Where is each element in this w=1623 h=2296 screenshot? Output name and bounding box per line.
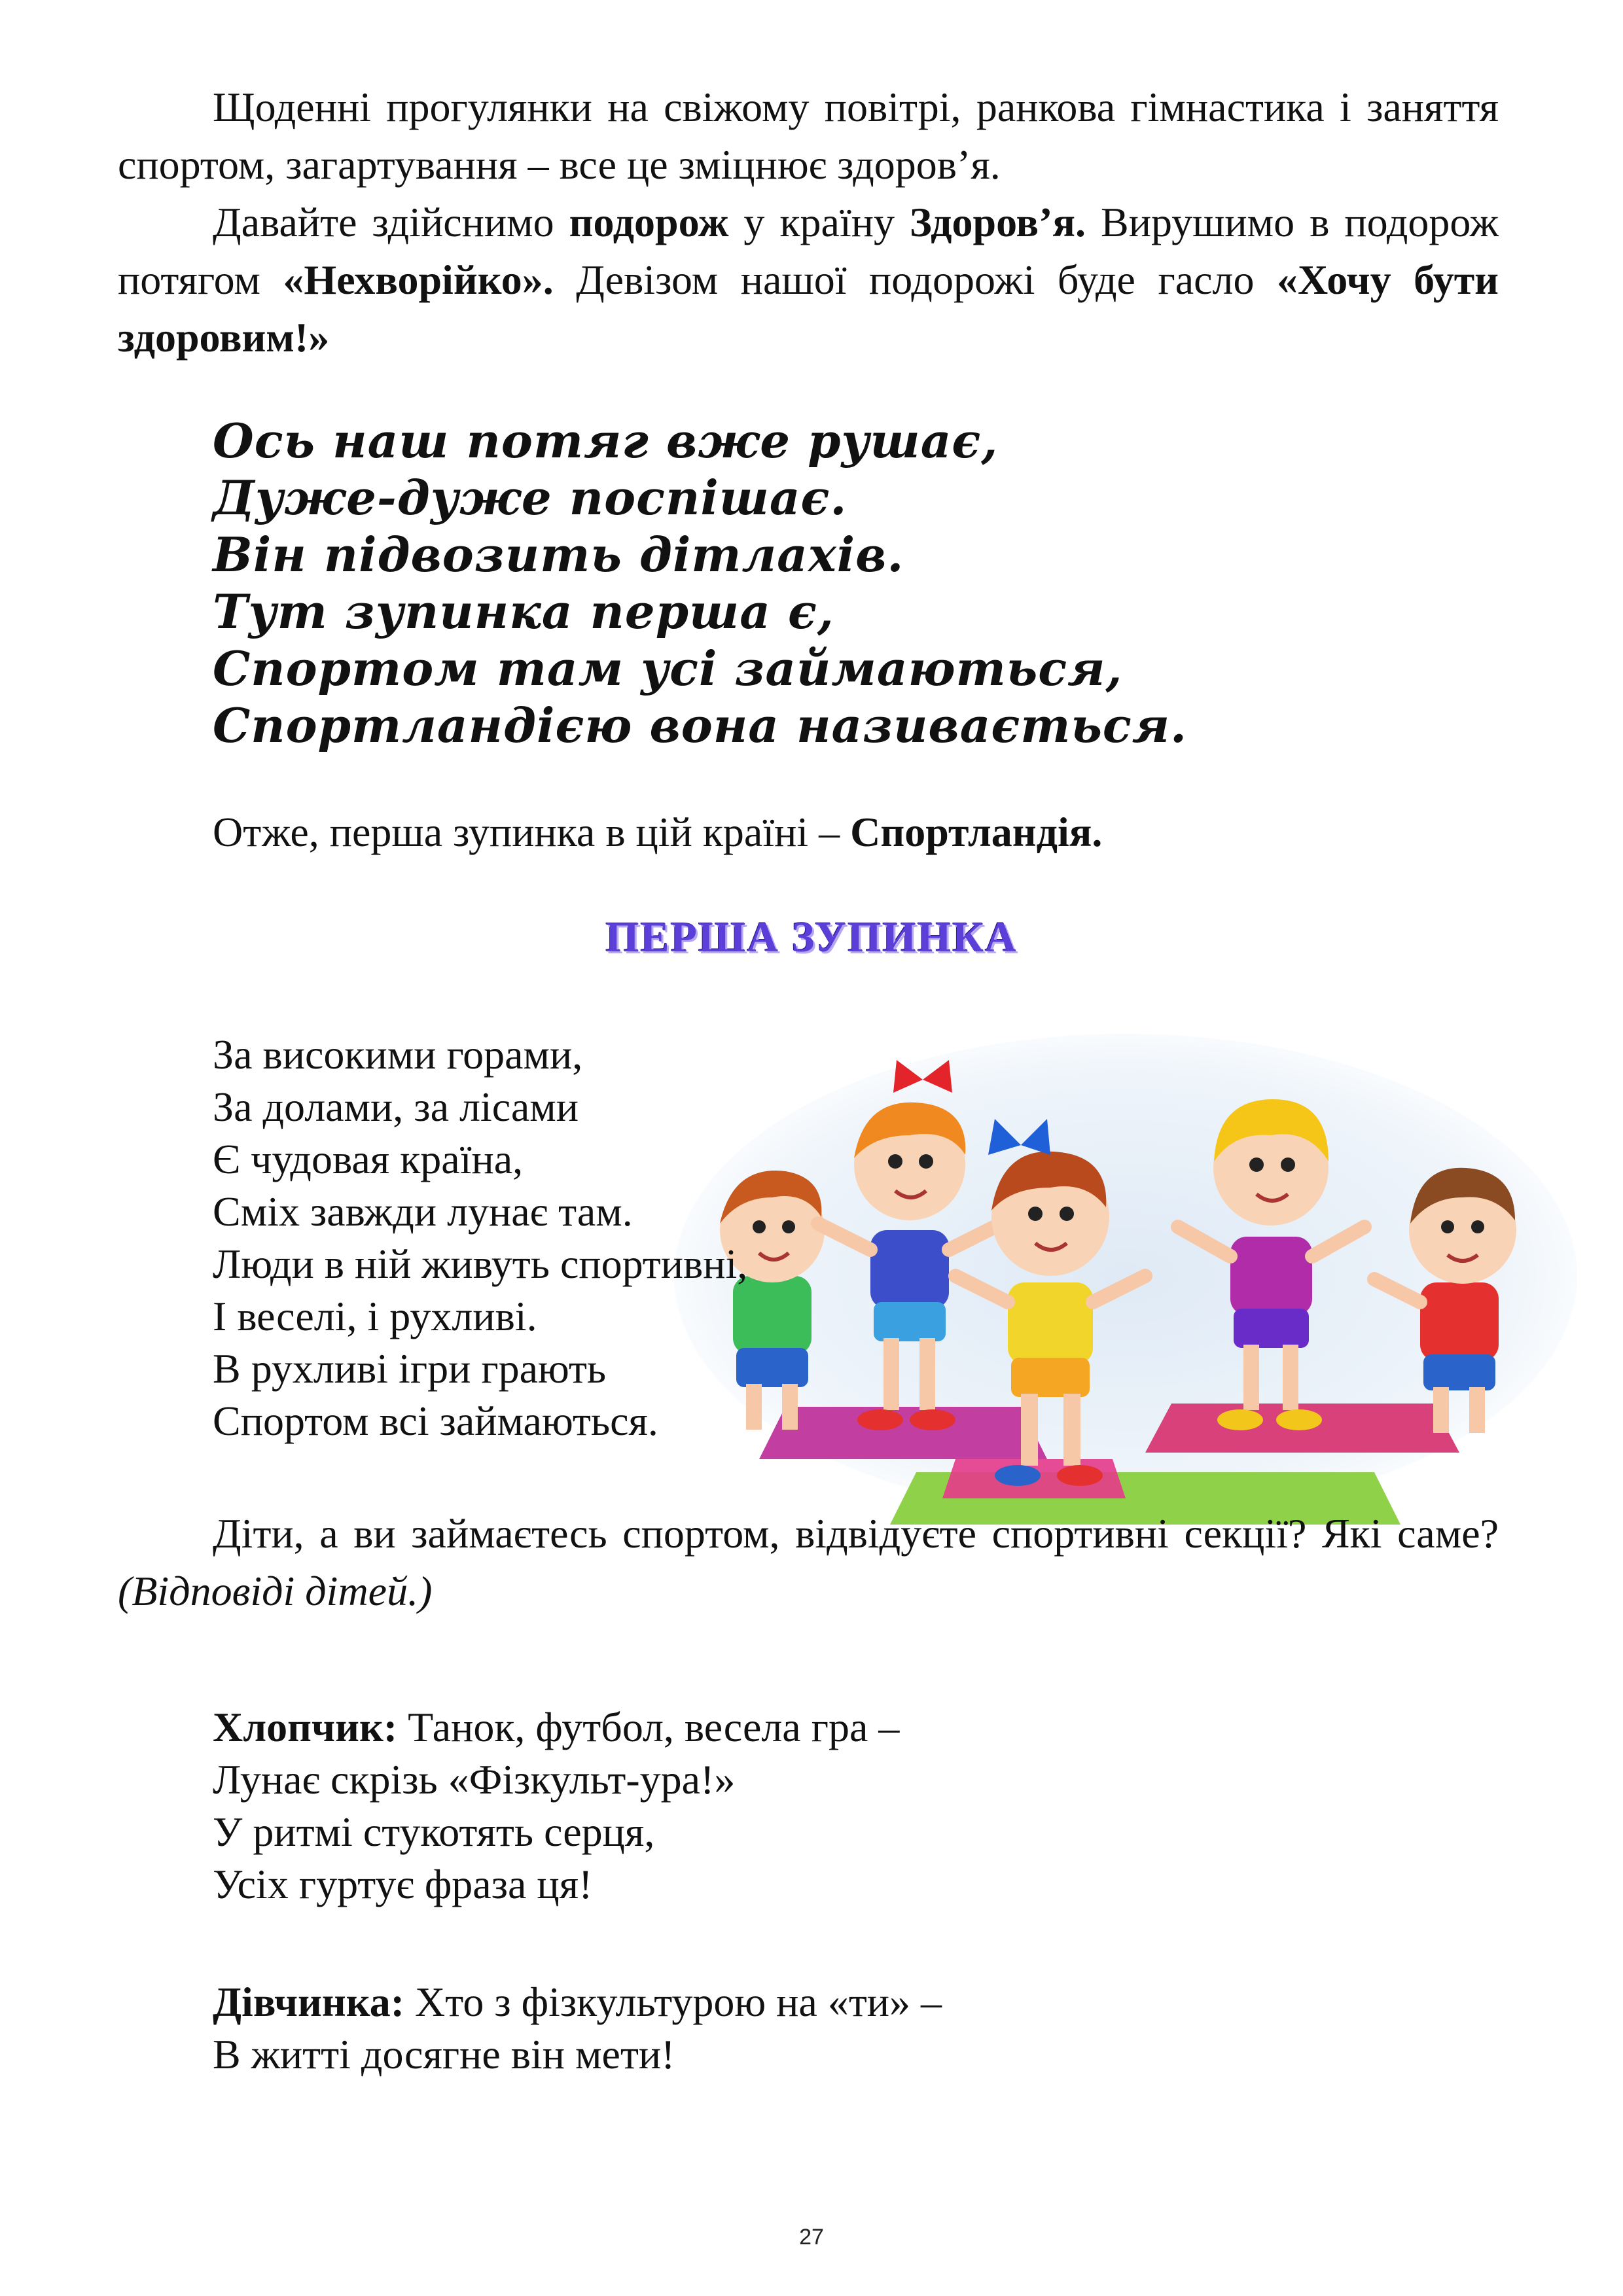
boy-line: Усіх гуртує фраза ця! bbox=[213, 1861, 593, 1907]
poem-line: За високими горами, bbox=[213, 1031, 583, 1078]
girl-line: Дівчинка: Хто з фізкультурою на «ти» – bbox=[213, 1979, 942, 2025]
verse-line: Спортландією вона називається. bbox=[213, 698, 1188, 753]
poem-line: За долами, за лісами bbox=[213, 1084, 579, 1130]
verse-line: Тут зупинка перша є, bbox=[213, 584, 834, 639]
boy-line: Лунає скрізь «Фізкульт-ура!» bbox=[213, 1756, 736, 1803]
page-number: 27 bbox=[799, 2225, 824, 2250]
intro-paragraph-1: Щоденні прогулянки на свіжому повітрі, ранкова гімнастика і заняття спортом, загартування – все це зміцнює здоров’я. bbox=[118, 84, 1499, 188]
section-heading: ПЕРША ЗУПИНКА bbox=[605, 913, 1018, 961]
girl-line: В житті досягне він мети! bbox=[213, 2031, 675, 2077]
poem-line: В рухливі ігри грають bbox=[213, 1345, 607, 1392]
boy-line: У ритмі стукотять серця, bbox=[213, 1809, 655, 1855]
poem-line: Спортом всі займаються. bbox=[213, 1398, 658, 1444]
verse-line: Він підвозить дітлахів. bbox=[213, 527, 904, 582]
poem-line: Люди в ній живуть спортивні, bbox=[213, 1241, 748, 1287]
intro-paragraph-2: Давайте здійснимо подорож у країну Здоров’я. Вирушимо в подорож потягом «Нехворійко». Девізом нашої подорожі буде гасло «Хочу бути здоровим!» bbox=[118, 199, 1499, 361]
verse-line: Дуже-дуже поспішає. bbox=[213, 470, 847, 525]
first-stop-line: Отже, перша зупинка в цій країні – Спортландія. bbox=[213, 809, 1103, 855]
children-exercising-illustration bbox=[654, 1001, 1597, 1525]
verse-line: Ось наш потяг вже рушає, bbox=[213, 413, 999, 468]
question-paragraph: Діти, а ви займаєтесь спортом, відвідуєте спортивні секції? Які саме? (Відповіді дітей.) bbox=[118, 1510, 1499, 1614]
verse-line: Спортом там усі займаються, bbox=[213, 641, 1123, 696]
poem-line: Сміх завжди лунає там. bbox=[213, 1188, 633, 1235]
poem-line: Є чудовая країна, bbox=[213, 1136, 524, 1182]
poem-line: І веселі, і рухливі. bbox=[213, 1293, 537, 1339]
boy-line: Хлопчик: Танок, футбол, весела гра – bbox=[213, 1704, 900, 1750]
